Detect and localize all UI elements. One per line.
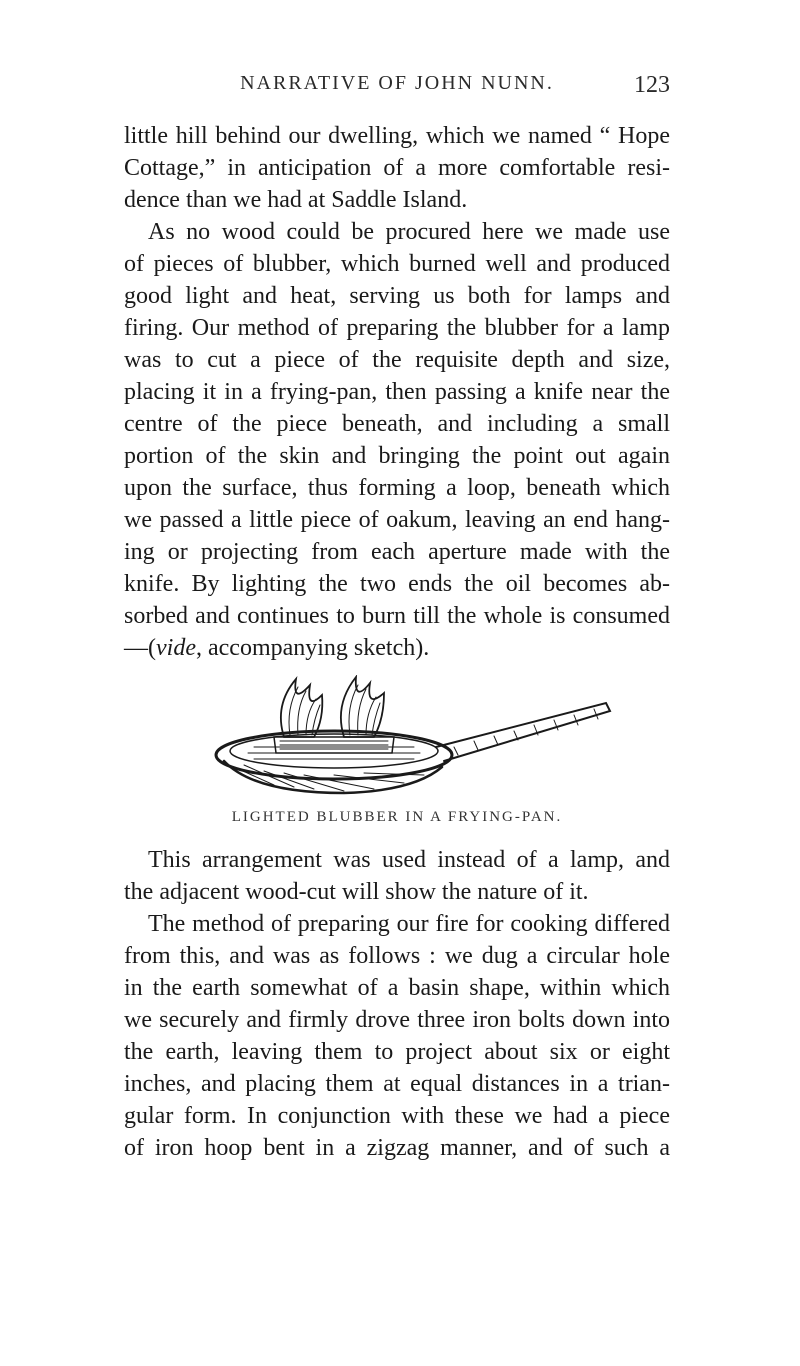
text-line: good light and heat, serving us both for lamps and xyxy=(124,283,670,309)
text-line: we securely and firmly drove three iron bolts down into xyxy=(124,1007,670,1033)
running-title: NARRATIVE OF JOHN NUNN. xyxy=(240,72,554,94)
text-line: the earth, leaving them to project about six or eight xyxy=(124,1039,670,1065)
text-line: inches, and placing them at equal distances in a trian- xyxy=(124,1071,670,1097)
text-line: As no wood could be procured here we made use xyxy=(148,219,670,245)
text-line: the adjacent wood-cut will show the nature of it. xyxy=(124,879,589,905)
text-line: we passed a little piece of oakum, leaving an end hang- xyxy=(124,507,670,533)
text-line: This arrangement was used instead of a lamp, and xyxy=(148,847,670,873)
text-line: sorbed and continues to burn till the whole is consumed xyxy=(124,603,670,629)
text-line: dence than we had at Saddle Island. xyxy=(124,187,468,213)
text-line: portion of the skin and bringing the point out again xyxy=(124,443,670,469)
text-line: knife. By lighting the two ends the oil becomes ab- xyxy=(124,571,670,597)
text-line: The method of preparing our fire for cooking differed xyxy=(148,911,670,937)
text-line: of iron hoop bent in a zigzag manner, and of such a xyxy=(124,1135,670,1161)
frying-pan-woodcut xyxy=(214,675,614,795)
page-number: 123 xyxy=(634,72,670,98)
text-line: placing it in a frying-pan, then passing a knife near the xyxy=(124,379,670,405)
vide-italic: vide xyxy=(156,635,196,661)
text-line-vide xyxy=(124,632,670,664)
vide-dash: —( xyxy=(124,635,156,661)
text-line: ing or projecting from each aperture made with the xyxy=(124,539,670,565)
text-line: from this, and was as follows : we dug a circular hole xyxy=(124,943,670,969)
text-line: little hill behind our dwelling, which we named “ Hope xyxy=(124,123,670,149)
text-line: centre of the piece beneath, and including a small xyxy=(124,411,670,437)
text-line: in the earth somewhat of a basin shape, within which xyxy=(124,975,670,1001)
text-line: gular form. In conjunction with these we had a piece xyxy=(124,1103,670,1129)
figure-caption: LIGHTED BLUBBER IN A FRYING-PAN. xyxy=(231,809,563,825)
text-line: Cottage,” in anticipation of a more comfortable resi- xyxy=(124,155,670,181)
paragraph-block-2 xyxy=(124,844,670,1164)
text-line: upon the surface, thus forming a loop, beneath which xyxy=(124,475,670,501)
text-line: was to cut a piece of the requisite depth and size, xyxy=(124,347,670,373)
text-line: firing. Our method of preparing the blubber for a lamp xyxy=(124,315,670,341)
paragraph-block-1 xyxy=(124,120,670,664)
text-line: of pieces of blubber, which burned well and produced xyxy=(124,251,670,277)
vide-rest: , accompanying sketch). xyxy=(195,635,430,661)
